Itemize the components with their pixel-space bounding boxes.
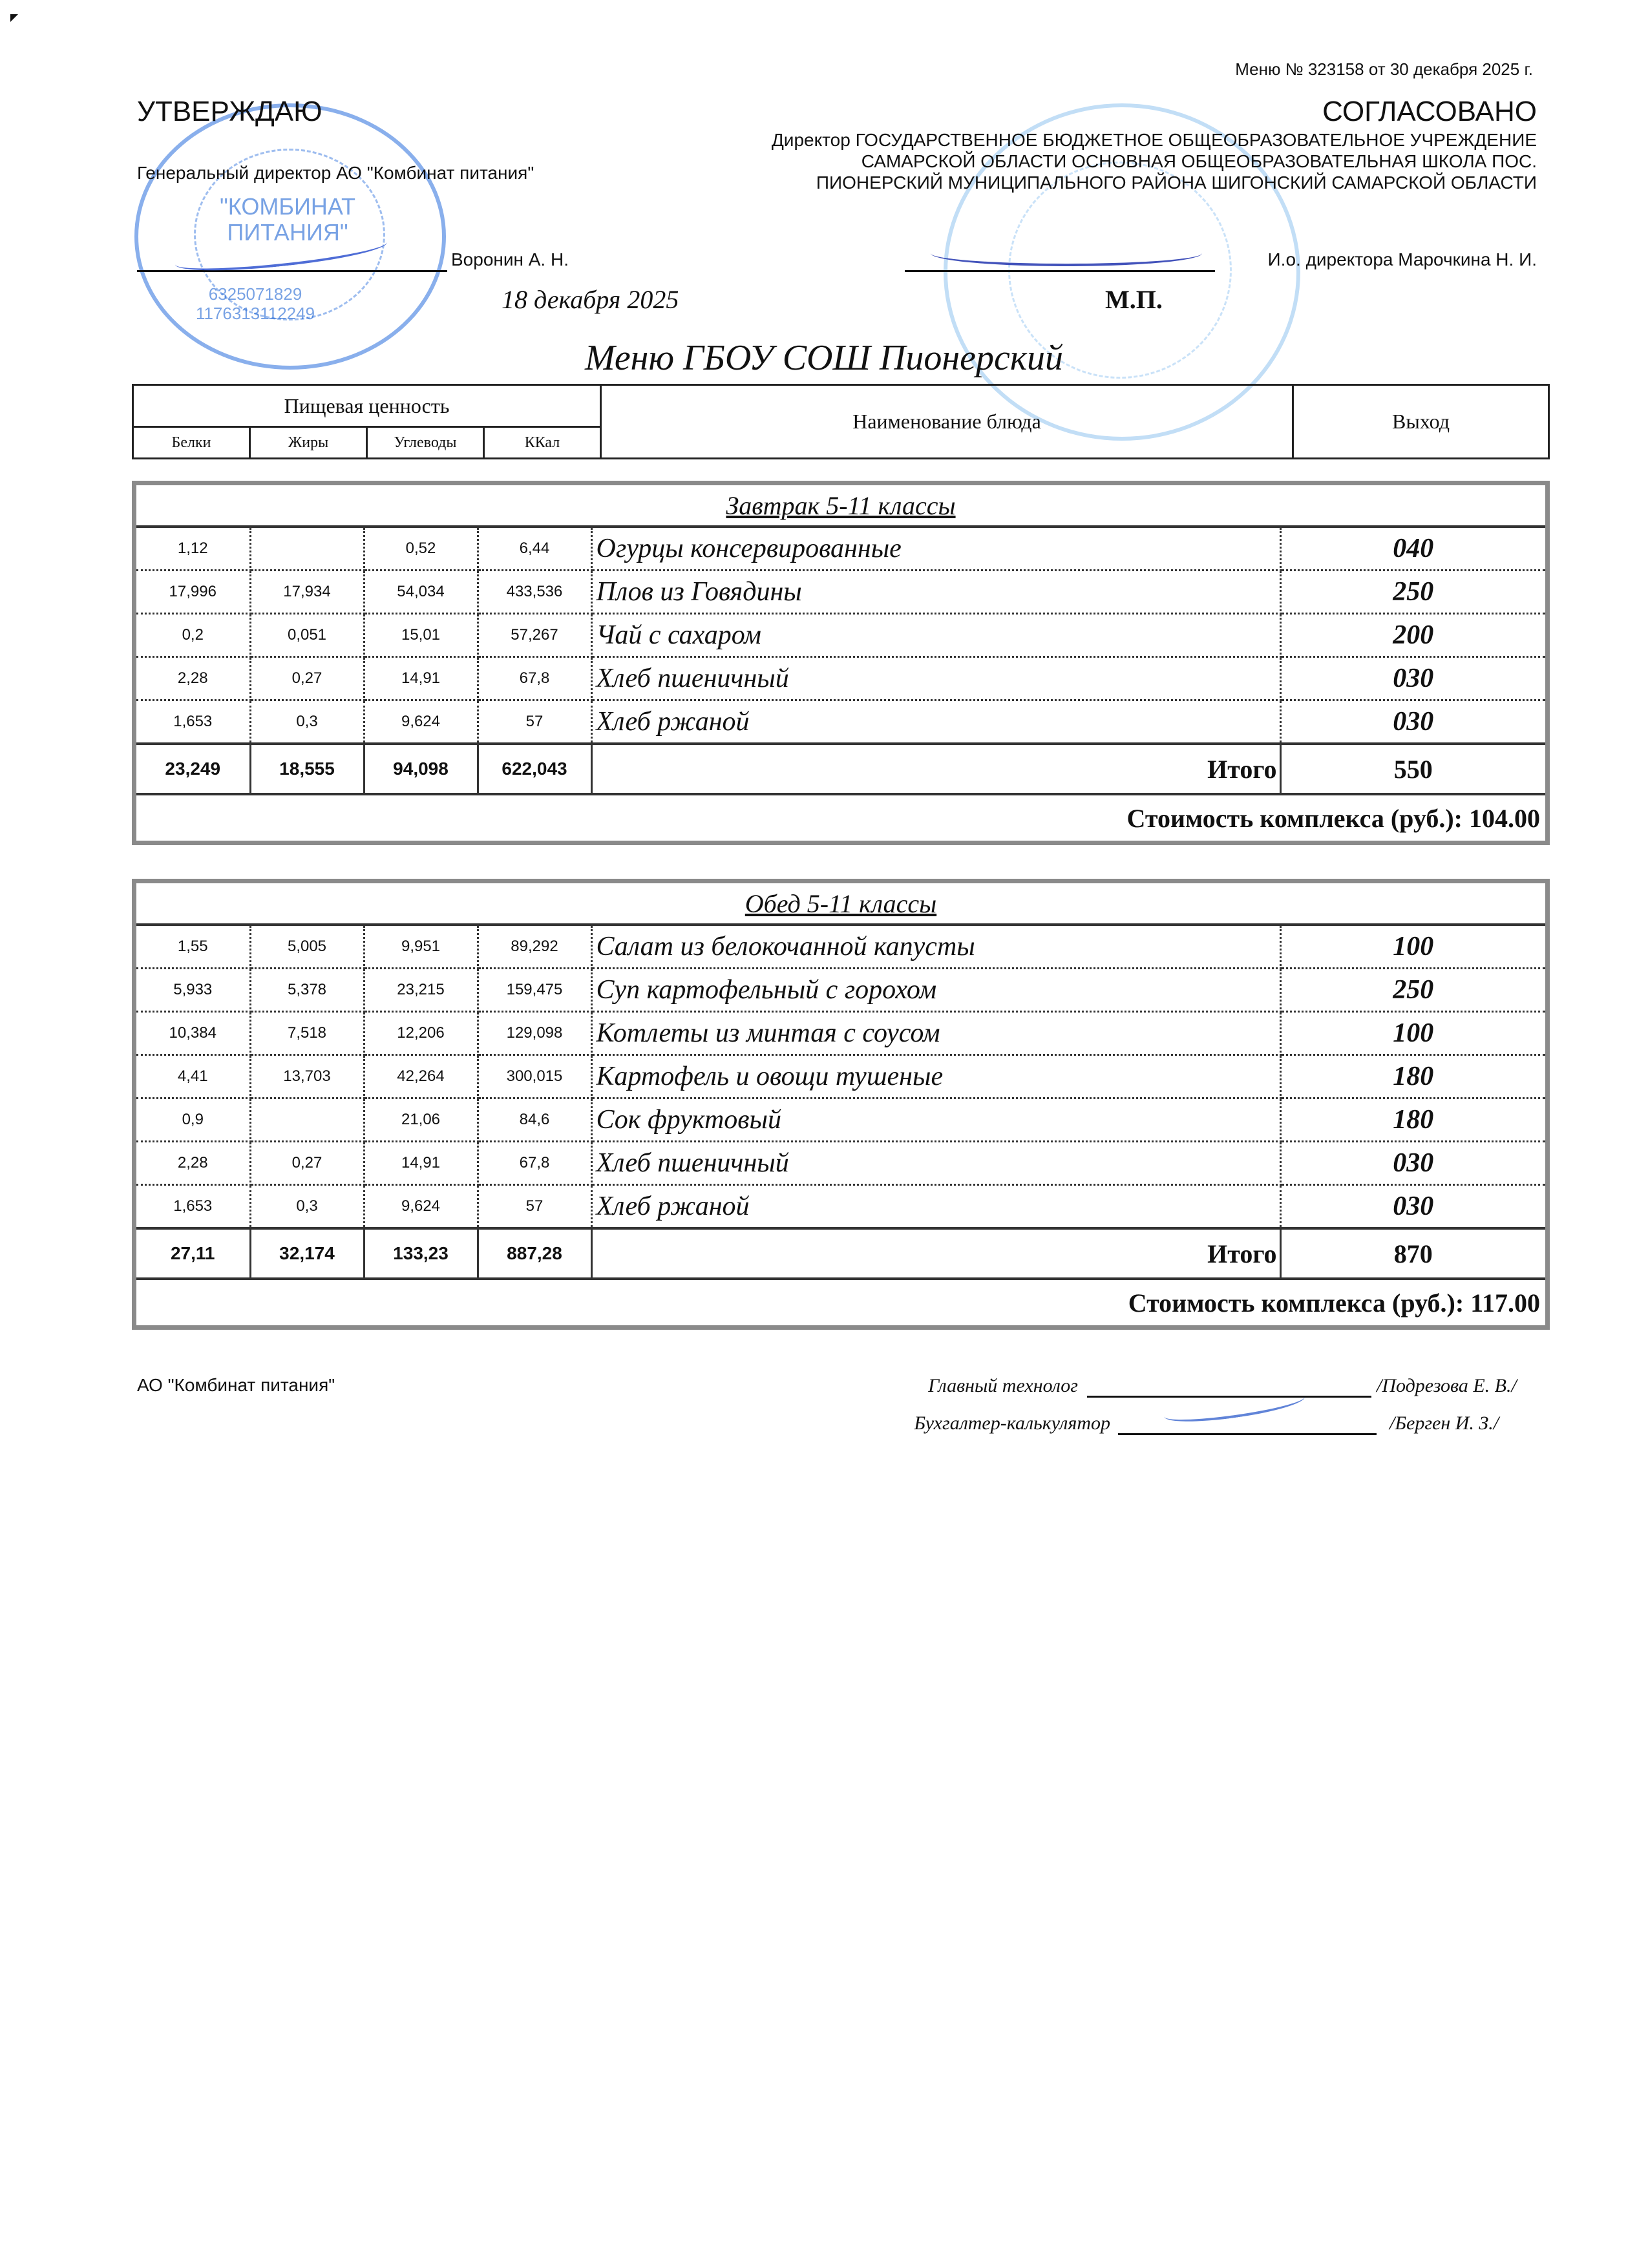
kcal-value: 6,44 xyxy=(478,527,591,571)
table-row xyxy=(136,700,1545,744)
approve-name: Воронин А. Н. xyxy=(451,249,569,269)
section-title: Обед 5-11 классы xyxy=(136,883,1545,925)
company-stamp-text: "КОМБИНАТ ПИТАНИЯ" xyxy=(219,193,356,246)
dish-name: Сок фруктовый xyxy=(591,1098,1280,1142)
dish-yield: 250 xyxy=(1280,571,1545,614)
protein-value: 2,28 xyxy=(136,657,250,700)
carbs-value: 9,624 xyxy=(364,700,478,744)
dish-yield: 100 xyxy=(1280,1012,1545,1055)
protein-value: 0,2 xyxy=(136,614,250,657)
dish-name: Чай с сахаром xyxy=(591,614,1280,657)
fat-value: 13,703 xyxy=(250,1055,364,1098)
table-header xyxy=(132,384,1550,459)
kcal-value: 67,8 xyxy=(478,657,591,700)
section-title: Завтрак 5-11 классы xyxy=(136,485,1545,527)
approve-role: Генеральный директор АО "Комбинат питания" xyxy=(137,163,534,183)
dish-name: Хлеб ржаной xyxy=(591,700,1280,744)
menu-number: Меню № 323158 от 30 декабря 2025 г. xyxy=(1235,59,1533,79)
dish-name: Суп картофельный с горохом xyxy=(591,969,1280,1012)
table-row xyxy=(136,969,1545,1012)
chief-technologist-role: Главный технолог xyxy=(928,1375,1078,1396)
dish-name: Картофель и овощи тушеные xyxy=(591,1055,1280,1098)
carbs-value: 14,91 xyxy=(364,1142,478,1185)
agree-signature xyxy=(931,240,1202,266)
carbs-value: 9,951 xyxy=(364,925,478,969)
agree-name: И.о. директора Марочкина Н. И. xyxy=(1267,249,1537,269)
accountant-role: Бухгалтер-калькулятор xyxy=(914,1412,1110,1434)
agree-title: СОГЛАСОВАНО xyxy=(1322,96,1537,127)
protein-value: 1,12 xyxy=(136,527,250,571)
table-row xyxy=(136,1185,1545,1229)
total-fat: 32,174 xyxy=(250,1228,364,1279)
dish-yield: 030 xyxy=(1280,1185,1545,1229)
nutrition-header: Пищевая ценность xyxy=(133,385,601,427)
fat-header: Жиры xyxy=(250,427,367,459)
kcal-value: 57 xyxy=(478,700,591,744)
dish-name: Хлеб пшеничный xyxy=(591,1142,1280,1185)
protein-value: 1,55 xyxy=(136,925,250,969)
kcal-header: ККал xyxy=(484,427,601,459)
footer-organization: АО "Комбинат питания" xyxy=(137,1375,335,1395)
dish-yield: 030 xyxy=(1280,1142,1545,1185)
protein-value: 5,933 xyxy=(136,969,250,1012)
protein-value: 2,28 xyxy=(136,1142,250,1185)
table-row xyxy=(136,571,1545,614)
total-fat: 18,555 xyxy=(250,744,364,794)
carbs-value: 15,01 xyxy=(364,614,478,657)
dish-name: Салат из белокочанной капусты xyxy=(591,925,1280,969)
kcal-value: 129,098 xyxy=(478,1012,591,1055)
yield-header: Выход xyxy=(1293,385,1549,459)
kcal-value: 67,8 xyxy=(478,1142,591,1185)
accountant-name: /Берген И. З./ xyxy=(1389,1412,1499,1434)
kcal-value: 300,015 xyxy=(478,1055,591,1098)
total-kcal: 622,043 xyxy=(478,744,591,794)
company-stamp-number: 6325071829 1176313112249 xyxy=(195,284,315,323)
dish-yield: 030 xyxy=(1280,700,1545,744)
menu-section-table xyxy=(136,485,1545,841)
complex-cost: Стоимость комплекса (руб.): 117.00 xyxy=(1128,1288,1540,1318)
total-label: Итого xyxy=(591,744,1280,794)
complex-cost: Стоимость комплекса (руб.): 104.00 xyxy=(1126,803,1540,833)
protein-value: 1,653 xyxy=(136,700,250,744)
fat-value: 7,518 xyxy=(250,1012,364,1055)
dish-yield: 040 xyxy=(1280,527,1545,571)
table-row xyxy=(136,1055,1545,1098)
dish-name: Огурцы консервированные xyxy=(591,527,1280,571)
total-yield: 870 xyxy=(1280,1228,1545,1279)
dish-yield: 100 xyxy=(1280,925,1545,969)
fat-value: 17,934 xyxy=(250,571,364,614)
dish-name: Хлеб пшеничный xyxy=(591,657,1280,700)
carbs-value: 14,91 xyxy=(364,657,478,700)
dish-yield: 200 xyxy=(1280,614,1545,657)
accountant-line xyxy=(1118,1433,1377,1435)
dish-yield: 250 xyxy=(1280,969,1545,1012)
fat-value: 0,3 xyxy=(250,700,364,744)
fat-value: 0,051 xyxy=(250,614,364,657)
scan-corner-mark xyxy=(10,14,18,22)
carbs-value: 21,06 xyxy=(364,1098,478,1142)
dish-yield: 180 xyxy=(1280,1098,1545,1142)
agree-signature-line xyxy=(905,270,1215,272)
dish-yield: 180 xyxy=(1280,1055,1545,1098)
protein-value: 17,996 xyxy=(136,571,250,614)
menu-section-breakfast xyxy=(132,481,1550,845)
fat-value: 5,378 xyxy=(250,969,364,1012)
carbs-header: Углеводы xyxy=(367,427,484,459)
table-row xyxy=(136,1142,1545,1185)
protein-value: 4,41 xyxy=(136,1055,250,1098)
total-row xyxy=(136,1228,1545,1279)
kcal-value: 89,292 xyxy=(478,925,591,969)
table-row xyxy=(136,527,1545,571)
dish-name: Котлеты из минтая с соусом xyxy=(591,1012,1280,1055)
kcal-value: 57 xyxy=(478,1185,591,1229)
protein-value: 10,384 xyxy=(136,1012,250,1055)
menu-section-lunch xyxy=(132,879,1550,1330)
agree-organization: Директор ГОСУДАРСТВЕННОЕ БЮДЖЕТНОЕ ОБЩЕОБРАЗОВАТЕЛЬНОЕ УЧРЕЖДЕНИЕ САМАРСКОЙ ОБЛАСТИ ОСНОВНАЯ ОБЩЕОБРАЗОВАТЕЛЬНАЯ ШКОЛА ПОС. ПИОНЕРСКИЙ МУНИЦИПАЛЬНОГО РАЙОНА ШИГОНСКИЙ САМАРСКОЙ ОБЛАСТИ xyxy=(771,130,1537,193)
kcal-value: 57,267 xyxy=(478,614,591,657)
dish-name: Плов из Говядины xyxy=(591,571,1280,614)
total-carbs: 133,23 xyxy=(364,1228,478,1279)
total-kcal: 887,28 xyxy=(478,1228,591,1279)
total-protein: 27,11 xyxy=(136,1228,250,1279)
dish-name: Хлеб ржаной xyxy=(591,1185,1280,1229)
footer-signature xyxy=(1163,1386,1307,1427)
fat-value: 0,27 xyxy=(250,1142,364,1185)
fat-value: 5,005 xyxy=(250,925,364,969)
table-row xyxy=(136,1098,1545,1142)
dish-name-header: Наименование блюда xyxy=(601,385,1293,459)
table-row xyxy=(136,657,1545,700)
fat-value: 0,3 xyxy=(250,1185,364,1229)
table-row xyxy=(136,1012,1545,1055)
fat-value xyxy=(250,1098,364,1142)
protein-value: 1,653 xyxy=(136,1185,250,1229)
carbs-value: 12,206 xyxy=(364,1012,478,1055)
carbs-value: 42,264 xyxy=(364,1055,478,1098)
total-protein: 23,249 xyxy=(136,744,250,794)
total-yield: 550 xyxy=(1280,744,1545,794)
fat-value: 0,27 xyxy=(250,657,364,700)
approve-date: 18 декабря 2025 xyxy=(502,285,679,314)
menu-section-table xyxy=(136,883,1545,1325)
seal-label: М.П. xyxy=(1105,285,1163,314)
protein-value: 0,9 xyxy=(136,1098,250,1142)
approve-signature-line xyxy=(137,270,447,272)
carbs-value: 54,034 xyxy=(364,571,478,614)
dish-yield: 030 xyxy=(1280,657,1545,700)
carbs-value: 0,52 xyxy=(364,527,478,571)
fat-value xyxy=(250,527,364,571)
chief-technologist-name: /Подрезова Е. В./ xyxy=(1377,1375,1517,1396)
table-row xyxy=(136,925,1545,969)
kcal-value: 433,536 xyxy=(478,571,591,614)
carbs-value: 9,624 xyxy=(364,1185,478,1229)
kcal-value: 159,475 xyxy=(478,969,591,1012)
document-title: Меню ГБОУ СОШ Пионерский xyxy=(584,338,1064,378)
approve-title: УТВЕРЖДАЮ xyxy=(137,96,322,127)
total-label: Итого xyxy=(591,1228,1280,1279)
carbs-value: 23,215 xyxy=(364,969,478,1012)
total-row xyxy=(136,744,1545,794)
kcal-value: 84,6 xyxy=(478,1098,591,1142)
protein-header: Белки xyxy=(133,427,250,459)
total-carbs: 94,098 xyxy=(364,744,478,794)
table-row xyxy=(136,614,1545,657)
